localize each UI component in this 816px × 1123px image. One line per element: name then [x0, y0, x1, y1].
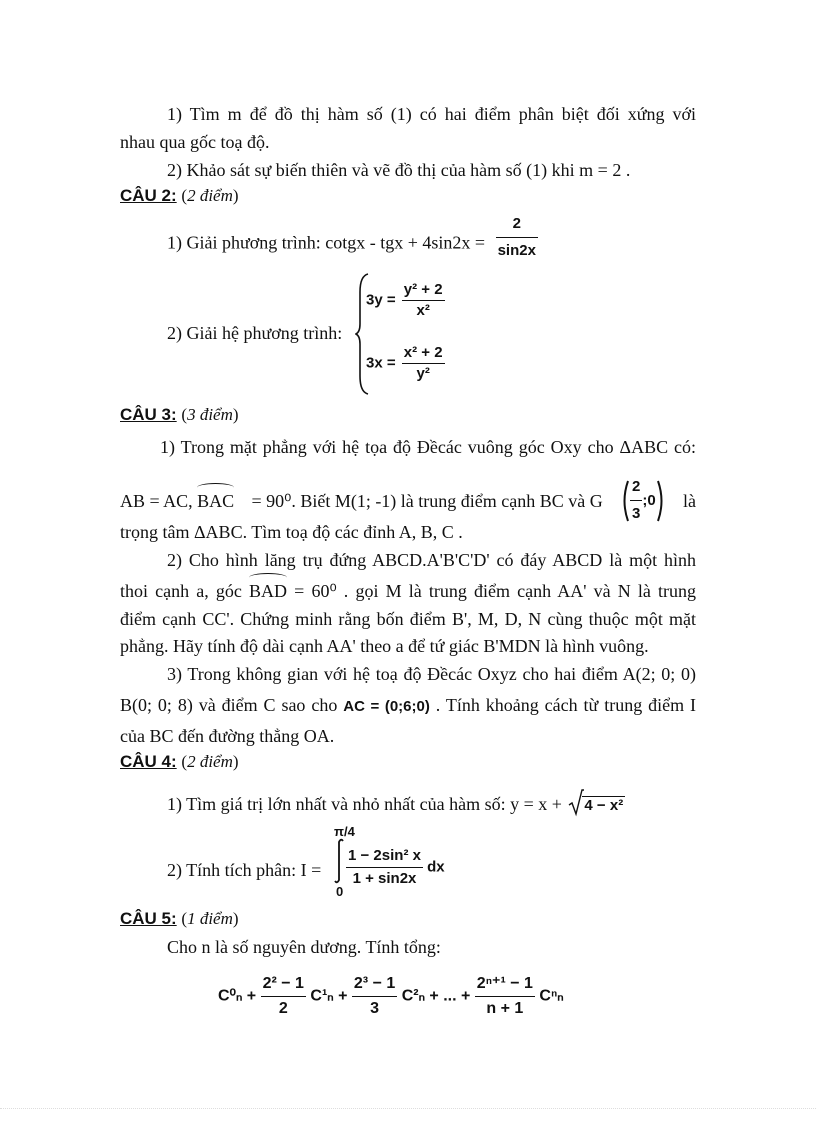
q5-fraction-2-den: 3 — [370, 1000, 380, 1017]
q5-sum-expression — [218, 972, 564, 1021]
q2-eq1-denominator: x² — [416, 302, 430, 319]
q4-heading: CÂU 4: (2 điểm) — [120, 752, 239, 771]
q2-eq2-fraction — [402, 343, 445, 384]
q4-sqrt-content: 4 − x² — [584, 797, 624, 814]
q1-item1-line1: 1) Tìm m để đồ thị hàm số (1) có hai điểm phân biệt đối xứng với — [167, 104, 696, 124]
q3-item2-line3: điểm cạnh CC'. Chứng minh rằng bốn điểm B', M, D, N cùng thuộc một mặt — [120, 609, 696, 629]
angle-bac: BAC — [197, 488, 234, 514]
q3-centroid-den: 3 — [632, 505, 641, 522]
q3-centroid-rest: ;0 — [642, 491, 656, 509]
q5-term-2: C²ₙ + ... + — [401, 987, 471, 1005]
q5-points: 1 điểm — [187, 909, 233, 928]
q5-fraction-3 — [475, 972, 535, 1021]
q4-label: CÂU 4: — [120, 752, 177, 771]
q3-item2-line1: 2) Cho hình lăng trụ đứng ABCD.A'B'C'D' có đáy ABCD là một hình — [167, 550, 696, 570]
q4-points: 2 điểm — [187, 752, 233, 771]
q5-heading: CÂU 5: (1 điểm) — [120, 909, 239, 928]
q2-eq2-lhs: 3x = — [366, 354, 396, 372]
sqrt-sign-icon — [568, 789, 584, 817]
q5-term-1: C¹ₙ + — [310, 987, 348, 1005]
q4-integrand-fraction — [346, 845, 423, 890]
vector-ac: AC = (0;6;0) — [343, 698, 430, 715]
q2-eq2-denominator: y² — [416, 365, 430, 382]
q3-item2-text-a: thoi cạnh a, góc — [120, 581, 242, 601]
q3-item1-text-a: AB = AC, — [120, 490, 193, 511]
q3-item1-part-a — [120, 488, 234, 514]
q3-item3-line3: của BC đến đường thẳng OA. — [120, 726, 335, 746]
q2-eq1-numerator: y² + 2 — [402, 280, 445, 301]
q3-points: 3 điểm — [187, 405, 233, 424]
q4-dx: dx — [427, 858, 445, 876]
q3-item3-text-a: B(0; 0; 8) và điểm C sao cho — [120, 695, 338, 715]
q5-fraction-1 — [261, 972, 306, 1021]
q5-fraction-3-num: 2ⁿ⁺¹ − 1 — [475, 972, 535, 997]
q3-item2-line4: phẳng. Hãy tính độ dài cạnh AA' theo a để tứ giác B'MDN là hình vuông. — [120, 636, 649, 656]
q4-integrand-den: 1 + sin2x — [352, 870, 417, 887]
q1-item2: 2) Khảo sát sự biến thiên và vẽ đồ thị của hàm số (1) khi m = 2 . — [167, 160, 631, 180]
q5-fraction-2 — [352, 972, 397, 1021]
q5-intro: Cho n là số nguyên dương. Tính tổng: — [167, 937, 441, 957]
q3-item1-text-b: = 90⁰. Biết M(1; -1) là trung điểm cạnh BC và G — [251, 490, 603, 511]
q3-item2-text-b: = 60⁰ . gọi M là trung điểm cạnh AA' và N là trung — [294, 581, 696, 601]
q5-term-0: C⁰ₙ + — [218, 987, 257, 1005]
q4-integrand — [346, 845, 445, 890]
q3-item2-line2 — [120, 578, 696, 604]
q4-upper-limit: π/4 — [334, 824, 355, 839]
q3-label: CÂU 3: — [120, 405, 177, 424]
q2-equation-1 — [366, 280, 445, 321]
q3-item1-line1: 1) Trong mặt phẳng với hệ tọa độ Đềcác vuông góc Oxy cho ΔABC có: — [160, 437, 696, 457]
q2-item1-denominator: sin2x — [497, 242, 536, 259]
q2-label: CÂU 2: — [120, 186, 177, 205]
q5-fraction-1-num: 2² − 1 — [261, 972, 306, 997]
integral-sign-icon — [333, 838, 345, 884]
q1-item1-line2: nhau qua gốc toạ độ. — [120, 132, 270, 152]
right-paren-icon — [656, 479, 666, 523]
q3-item1-text-c: là — [682, 490, 696, 511]
q2-item1-numerator: 2 — [496, 211, 538, 238]
q2-eq1-lhs: 3y = — [366, 291, 396, 309]
q2-eq2-numerator: x² + 2 — [402, 343, 445, 364]
q2-points: 2 điểm — [187, 186, 233, 205]
q3-item1-line3: trọng tâm ΔABC. Tìm toạ độ các đỉnh A, B, C . — [120, 522, 463, 542]
q5-label: CÂU 5: — [120, 909, 177, 928]
q4-item1 — [167, 791, 625, 819]
q3-centroid-coords — [620, 474, 666, 527]
q3-item3-line1: 3) Trong không gian với hệ toạ độ Đềcác Oxyz cho hai điểm A(2; 0; 0) — [167, 664, 696, 684]
q4-integrand-num: 1 − 2sin² x — [346, 845, 423, 868]
q3-item3-text-b: . Tính khoảng cách từ trung điểm I — [435, 695, 697, 715]
left-paren-icon — [620, 479, 630, 523]
q4-lower-limit: 0 — [336, 884, 344, 899]
q5-term-3: Cⁿₙ — [539, 987, 564, 1005]
q3-item3-line2 — [120, 692, 696, 720]
q4-sqrt — [568, 791, 625, 819]
q5-fraction-1-den: 2 — [278, 1000, 288, 1017]
q5-fraction-3-den: n + 1 — [486, 1000, 524, 1017]
q2-heading: CÂU 2: (2 điểm) — [120, 186, 239, 205]
q4-item2-text: 2) Tính tích phân: I = — [167, 860, 322, 880]
page-bottom-divider — [0, 1108, 816, 1109]
q2-eq1-fraction — [402, 280, 445, 321]
q5-fraction-2-num: 2³ − 1 — [352, 972, 397, 997]
q3-centroid-fraction — [630, 474, 642, 527]
q2-item1-text: 1) Giải phương trình: cotgx - tgx + 4sin2x = — [167, 232, 486, 253]
q3-centroid-num: 2 — [630, 474, 642, 501]
q2-equation-2 — [366, 343, 445, 384]
q4-item1-text: 1) Tìm giá trị lớn nhất và nhỏ nhất của hàm số: y = x + — [167, 794, 562, 814]
q2-item1-fraction — [496, 211, 538, 264]
q3-heading: CÂU 3: (3 điểm) — [120, 405, 239, 424]
q2-item2-text: 2) Giải hệ phương trình: — [167, 323, 343, 343]
q2-item1 — [167, 215, 538, 264]
angle-bad: BAD — [249, 578, 287, 604]
